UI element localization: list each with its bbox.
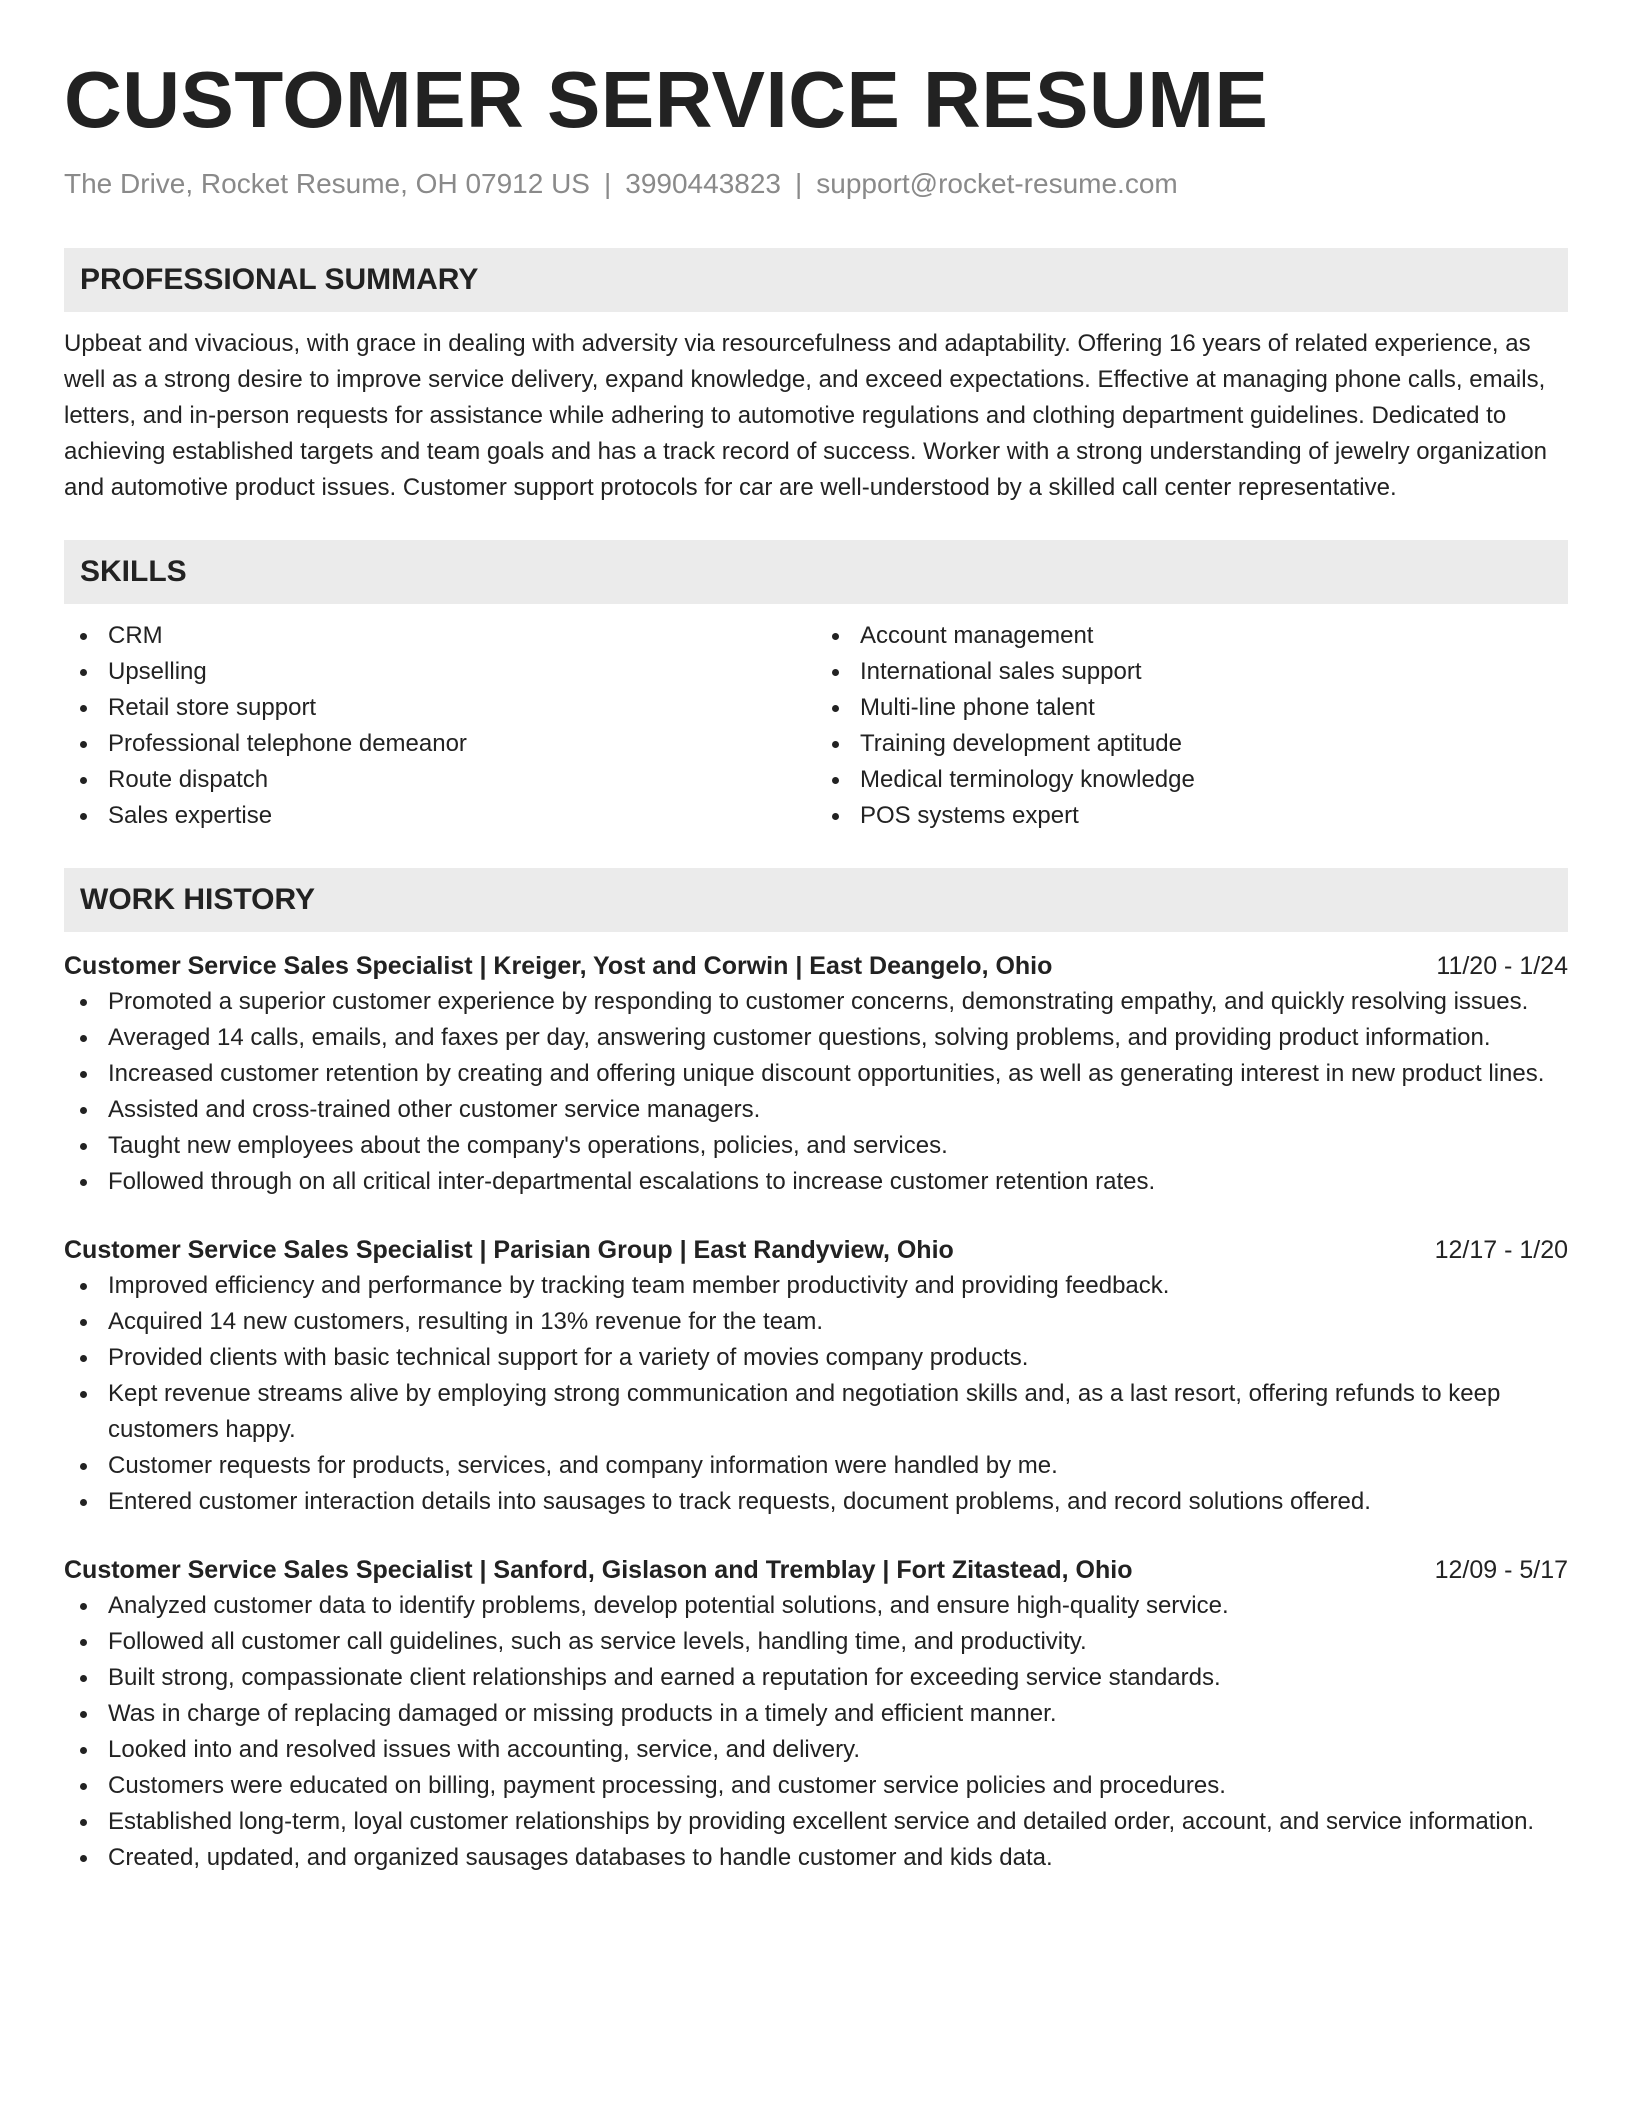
job-title: Customer Service Sales Specialist | Parisian Group | East Randyview, Ohio (64, 1236, 954, 1264)
job-title: Customer Service Sales Specialist | Kreiger, Yost and Corwin | East Deangelo, Ohio (64, 952, 1053, 980)
skills-column-left (64, 618, 816, 834)
contact-line (64, 166, 1568, 202)
contact-separator: | (795, 168, 803, 199)
job-bullet: Followed all customer call guidelines, such as service levels, handling time, and productivity. (64, 1624, 1568, 1660)
job-bullet: Built strong, compassionate client relationships and earned a reputation for exceeding service standards. (64, 1660, 1568, 1696)
skill-item: Upselling (64, 654, 816, 690)
job-entry (64, 948, 1568, 1200)
skill-item: Sales expertise (64, 798, 816, 834)
job-header (64, 1232, 1568, 1268)
skills-column-right (816, 618, 1568, 834)
job-bullet: Improved efficiency and performance by tracking team member productivity and providing feedback. (64, 1268, 1568, 1304)
job-bullet: Established long-term, loyal customer relationships by providing excellent service and detailed order, account, and service information. (64, 1804, 1568, 1840)
section-heading-summary: PROFESSIONAL SUMMARY (64, 248, 1568, 312)
job-header (64, 1552, 1568, 1588)
skill-item: Route dispatch (64, 762, 816, 798)
job-bullet: Followed through on all critical inter-departmental escalations to increase customer retention rates. (64, 1164, 1568, 1200)
skills-list (64, 618, 1568, 834)
job-dates: 12/17 - 1/20 (1434, 1236, 1568, 1264)
skill-item: CRM (64, 618, 816, 654)
summary-text: Upbeat and vivacious, with grace in dealing with adversity via resourcefulness and adaptability. Offering 16 years of related experience, as well as a strong desire to improve service delivery, expand knowledge, and exceed expectations. Effective at managing phone calls, emails, letters, and in-person requests for assistance while adhering to automotive regulations and clothing department guidelines. Dedicated to achieving established targets and team goals and has a track record of success. Worker with a strong understanding of jewelry organization and automotive product issues. Customer support protocols for car are well-understood by a skilled call center representative. (64, 330, 1548, 501)
job-bullet: Provided clients with basic technical support for a variety of movies company products. (64, 1340, 1568, 1376)
job-bullet: Kept revenue streams alive by employing strong communication and negotiation skills and, as a last resort, offering refunds to keep customers happy. (64, 1376, 1568, 1448)
job-dates: 11/20 - 1/24 (1436, 952, 1568, 980)
skill-item: Professional telephone demeanor (64, 726, 816, 762)
job-title: Customer Service Sales Specialist | Sanford, Gislason and Tremblay | Fort Zitastead, Ohio (64, 1556, 1133, 1584)
job-bullet: Averaged 14 calls, emails, and faxes per day, answering customer questions, solving problems, and providing product information. (64, 1020, 1568, 1056)
contact-phone: 3990443823 (625, 168, 781, 199)
job-bullets (64, 984, 1568, 1200)
job-bullet: Increased customer retention by creating and offering unique discount opportunities, as well as generating interest in new product lines. (64, 1056, 1568, 1092)
job-bullet: Created, updated, and organized sausages databases to handle customer and kids data. (64, 1840, 1568, 1876)
job-bullets (64, 1588, 1568, 1876)
job-bullet: Customer requests for products, services, and company information were handled by me. (64, 1448, 1568, 1484)
skill-item: Training development aptitude (816, 726, 1568, 762)
job-bullet: Promoted a superior customer experience by responding to customer concerns, demonstrating empathy, and quickly resolving issues. (64, 984, 1568, 1020)
section-heading-work-history: WORK HISTORY (64, 868, 1568, 932)
job-bullets (64, 1268, 1568, 1520)
section-heading-skills: SKILLS (64, 540, 1568, 604)
job-header (64, 948, 1568, 984)
job-dates: 12/09 - 5/17 (1434, 1556, 1568, 1584)
skill-item: POS systems expert (816, 798, 1568, 834)
contact-separator: | (603, 168, 612, 199)
skill-item: Account management (816, 618, 1568, 654)
job-bullet: Acquired 14 new customers, resulting in 13% revenue for the team. (64, 1304, 1568, 1340)
job-bullet: Customers were educated on billing, payment processing, and customer service policies and procedures. (64, 1768, 1568, 1804)
job-bullet: Entered customer interaction details into sausages to track requests, document problems, and record solutions offered. (64, 1484, 1568, 1520)
job-bullet: Was in charge of replacing damaged or missing products in a timely and efficient manner. (64, 1696, 1568, 1732)
skill-item: Multi-line phone talent (816, 690, 1568, 726)
resume-title: CUSTOMER SERVICE RESUME (64, 55, 1269, 144)
job-entry (64, 1232, 1568, 1520)
job-entry (64, 1552, 1568, 1876)
skill-item: Retail store support (64, 690, 816, 726)
skill-item: Medical terminology knowledge (816, 762, 1568, 798)
contact-address: The Drive, Rocket Resume, OH 07912 US (64, 168, 590, 199)
skill-item: International sales support (816, 654, 1568, 690)
job-bullet: Assisted and cross-trained other customer service managers. (64, 1092, 1568, 1128)
job-bullet: Taught new employees about the company's operations, policies, and services. (64, 1128, 1568, 1164)
job-bullet: Analyzed customer data to identify problems, develop potential solutions, and ensure high-quality service. (64, 1588, 1568, 1624)
job-bullet: Looked into and resolved issues with accounting, service, and delivery. (64, 1732, 1568, 1768)
contact-email: support@rocket-resume.com (816, 168, 1178, 199)
